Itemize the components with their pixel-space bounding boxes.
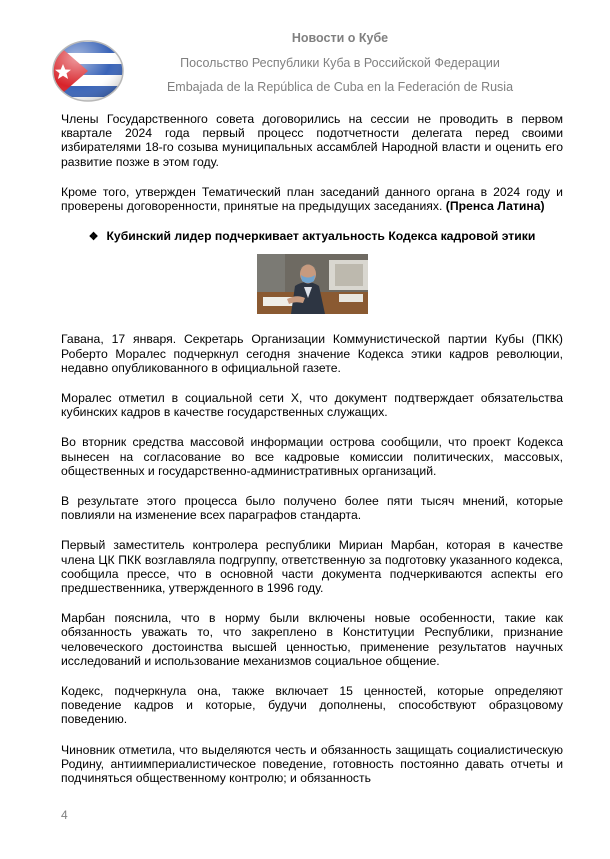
paragraph: Члены Государственного совета договорились на сессии не проводить в первом квартале 2024 года первый процесс подотчетности делегата перед своими избирателями 18-го созыва муниципальных ассамблей Народной власти и оценить его развитие позже в этом году. [61, 112, 563, 169]
paragraph: Кодекс, подчеркнула она, также включает 15 ценностей, которые определяют поведение кадров и которые, будучи дополнены, способствуют образцовому поведению. [61, 684, 563, 727]
photo-container [61, 254, 563, 314]
paragraph: Во вторник средства массовой информации острова сообщили, что проект Кодекса вынесен на согласование во все кадровые комиссии политических, массовых, общественных и государственно-административных организаций. [61, 435, 563, 478]
paragraph-text: Кроме того, утвержден Тематический план заседаний данного органа в 2024 году и проверены договоренности, принятые на предыдущих заседаниях. [61, 184, 563, 214]
paragraph: Первый заместитель контролера республики Мириан Марбан, которая в качестве члена ЦК ПКК возглавляла подгруппу, ответственную за подготовку указанного кодекса, сообщила прессе, что в основной части документа подчеркиваются аспекты его предшественника, утвержденного в 1996 году. [61, 538, 563, 596]
cuban-flag-globe-icon [50, 38, 126, 104]
paragraph: Марбан пояснила, что в норму были включены новые особенности, такие как обязанность уважать то, что закреплено в Конституции Республики, признание человеческого достоинства высшей ценностью, применение результатов научных исследований и использование механизмов социальное общение. [61, 611, 563, 668]
article-content [61, 112, 563, 801]
official-at-desk-photo [257, 254, 368, 314]
paragraph [61, 185, 563, 213]
header-embassy-es: Embajada de la República de Cuba en la Federación de Rusia [166, 80, 514, 94]
article-headline [61, 229, 563, 244]
page-number: 4 [61, 808, 68, 822]
paragraph: Чиновник отметила, что выделяются честь и обязанность защищать социалистическую Родину, антиимпериалистическое поведение, готовность постоянно давать отчеты и подчиняться общественному контролю; и обязанность [61, 742, 563, 786]
header-title: Новости о Кубе [291, 31, 389, 45]
paragraph: Гавана, 17 января. Секретарь Организации Коммунистической партии Кубы (ПКК) Роберто Моралес подчеркнул сегодня значение Кодекса этики кадров революции, недавно опубликованного в официальной газете. [61, 332, 563, 375]
paragraph: В результате этого процесса было получено более пяти тысяч мнений, которые повлияли на изменение всех параграфов стандарта. [61, 494, 563, 523]
headline-text: Кубинский лидер подчеркивает актуальность Кодекса кадровой этики [106, 229, 536, 244]
header-embassy-ru: Посольство Республики Куба в Российской Федерации [180, 56, 500, 70]
diamond-bullet-icon: ❖ [88, 231, 99, 244]
paragraph: Моралес отметил в социальной сети X, что документ подтверждает обязательства кубинских кадров в качестве государственных служащих. [61, 391, 563, 420]
news-source: (Пренса Латина) [445, 199, 545, 214]
